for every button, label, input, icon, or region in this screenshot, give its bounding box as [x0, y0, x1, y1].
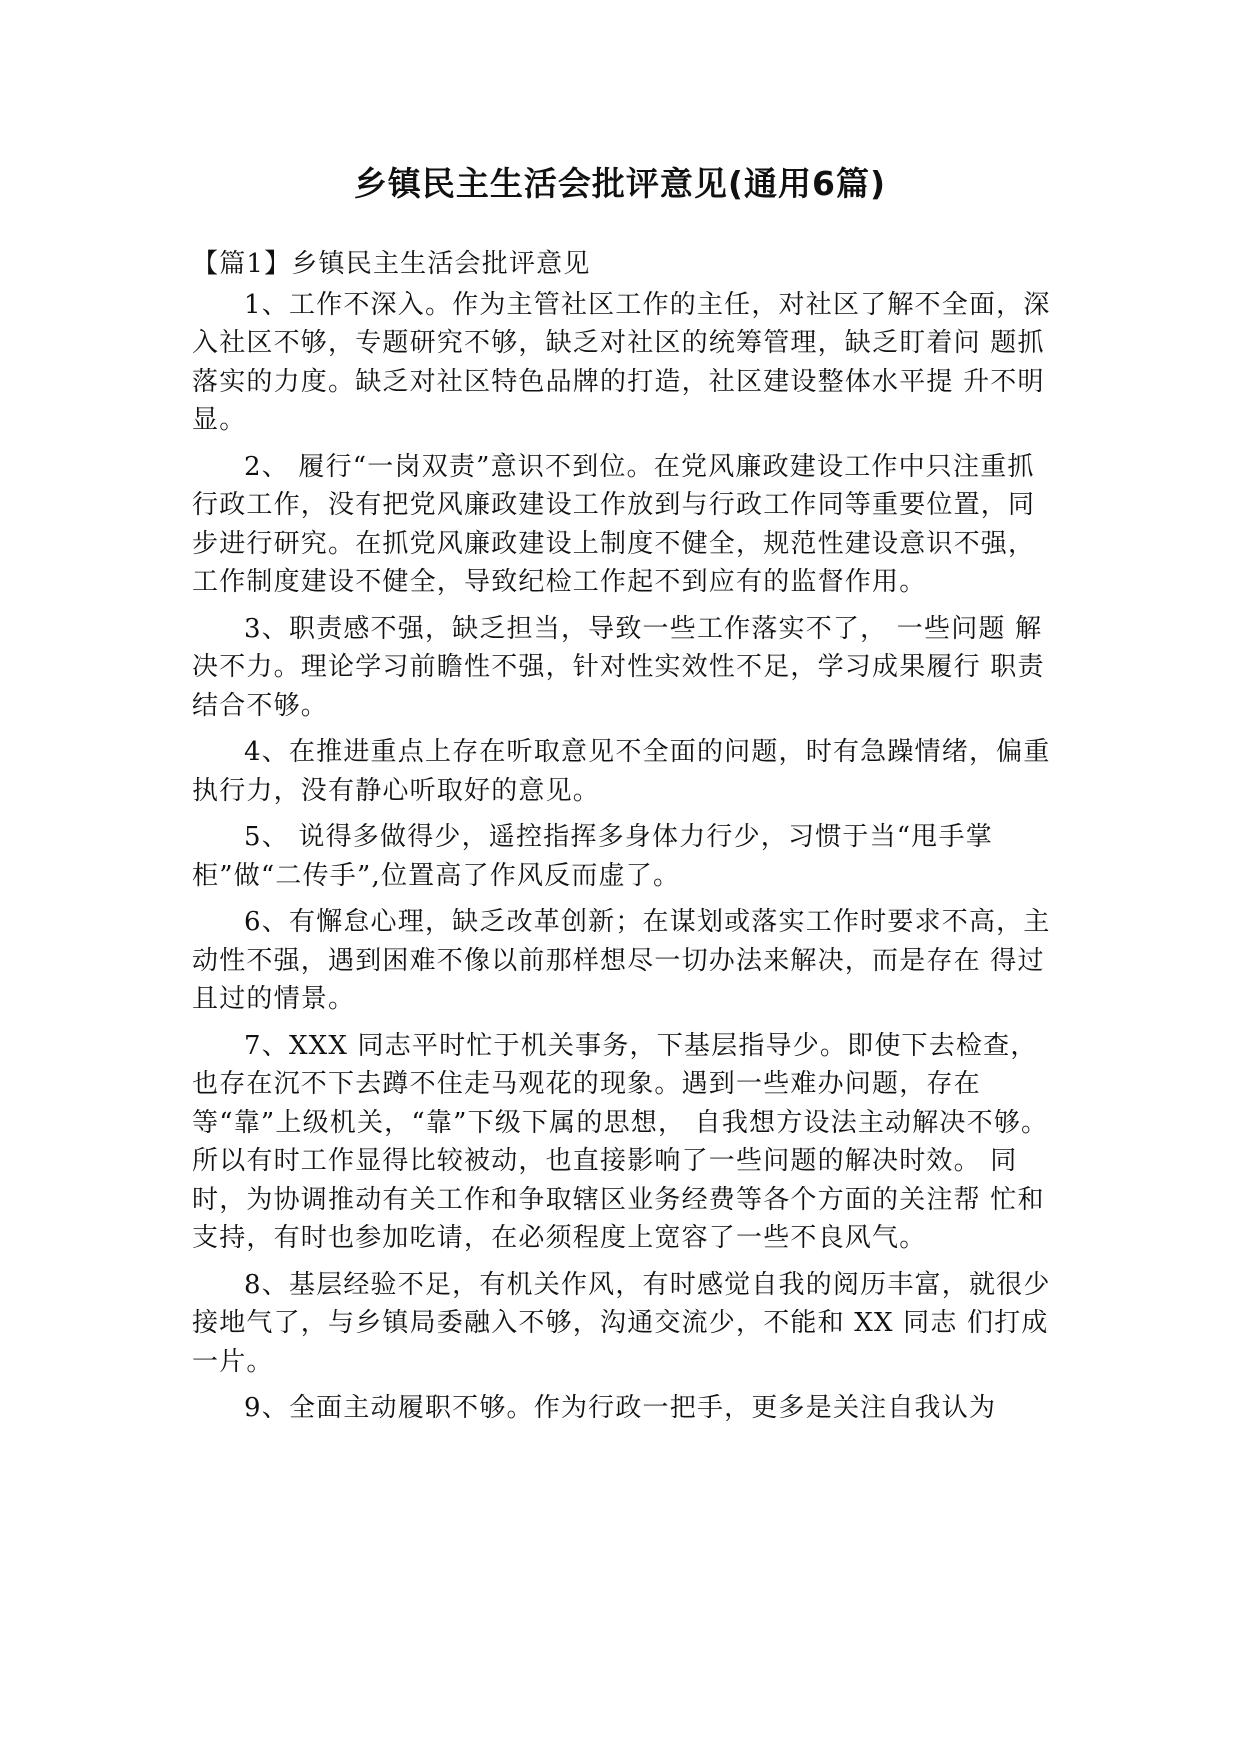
- paragraph-5: 5、 说得多做得少，遥控指挥多身体力行少，习惯于当“甩手掌柜”做“二传手”,位置高了作风反而虚了。: [192, 822, 993, 891]
- paragraph-1: 1、工作不深入。作为主管社区工作的主任，对社区了解不全面，深入社区不够，专题研究不够，缺乏对社区的统筹管理，缺乏盯着问 题抓落实的力度。缺乏对社区特色品牌的打造，社区建设整体水平提 升不明显。: [192, 289, 1051, 435]
- paragraph-2: 2、 履行“一岗双责”意识不到位。在党风廉政建设工作中只注重抓行政工作，没有把党风廉政建设工作放到与行政工作同等重要位置，同步进行研究。在抓党风廉政建设上制度不健全，规范性建设意识不强，工作制度建设不健全，导致纪检工作起不到应有的监督作用。: [192, 451, 1036, 597]
- document-title: 乡镇民主生活会批评意见(通用6篇): [353, 164, 887, 203]
- paragraph-7: 7、XXX 同志平时忙于机关事务，下基层指导少。即使下去检查，也存在沉不下去蹲不住走马观花的现象。遇到一些难办问题，存在等“靠”上级机关，“靠”下级下属的思想， 自我想方设法主动解决不够。所以有时工作显得比较被动，也直接影响了一些问题的解决时效。 同时，为协调推动有关工作和争取辖区业务经费等各个方面的关注帮 忙和支持，有时也参加吃请，在必须程度上宽容了一些不良风气。: [192, 1030, 1049, 1253]
- paragraph-3: 3、职责感不强，缺乏担当，导致一些工作落实不了， 一些问题 解决不力。理论学习前瞻性不强，针对性实效性不足，学习成果履行 职责结合不够。: [192, 613, 1045, 721]
- paragraph-6: 6、有懈怠心理，缺乏改革创新；在谋划或落实工作时要求不高，主动性不强，遇到困难不像以前那样想尽一切办法来解决，而是存在 得过且过的情景。: [192, 907, 1051, 1014]
- paragraph-4: 4、在推进重点上存在听取意见不全面的问题，时有急躁情绪，偏重执行力，没有静心听取好的意见。: [192, 737, 1051, 806]
- document-body: [192, 245, 1052, 1436]
- section-heading: 【篇1】乡镇民主生活会批评意见: [192, 249, 591, 279]
- paragraph-8: 8、基层经验不足，有机关作风，有时感觉自我的阅历丰富，就很少接地气了，与乡镇局委融入不够，沟通交流少，不能和 XX 同志 们打成一片。: [192, 1269, 1051, 1377]
- paragraph-9: 9、全面主动履职不够。作为行政一把手，更多是关注自我认为: [244, 1393, 997, 1423]
